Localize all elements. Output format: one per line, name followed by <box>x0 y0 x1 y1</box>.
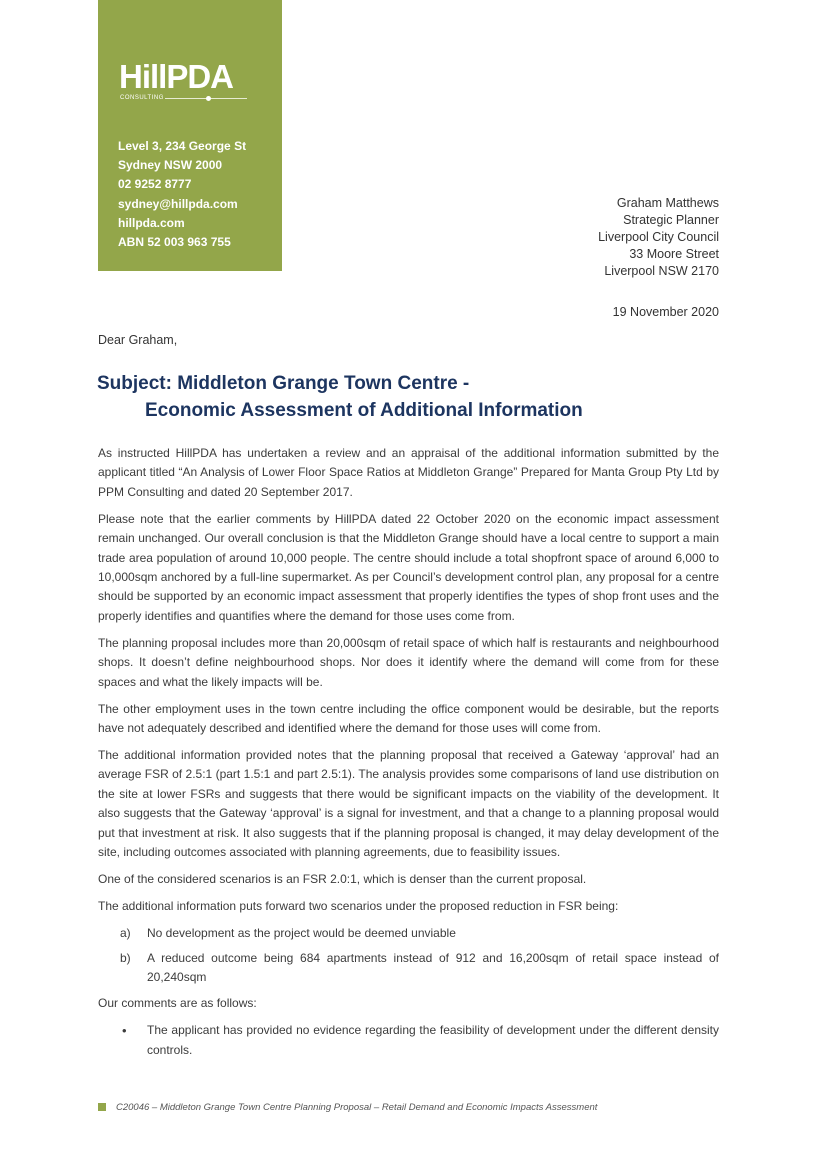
logo-text: HillPDA <box>119 58 234 95</box>
page-footer <box>98 1101 597 1114</box>
letter-date: 19 November 2020 <box>612 305 719 319</box>
recipient-address <box>598 195 719 280</box>
comments-intro: Our comments are as follows: <box>98 996 257 1011</box>
recipient-name: Graham Matthews <box>616 196 719 210</box>
scenario-list-item <box>98 949 719 988</box>
letter-body <box>98 444 719 1065</box>
list-marker: a) <box>120 926 131 941</box>
company-email[interactable]: sydney@hillpda.com <box>118 196 238 211</box>
comment-bullet-item <box>98 1021 719 1060</box>
company-contact-details <box>118 137 246 252</box>
company-phone[interactable]: 02 9252 8777 <box>118 177 192 192</box>
subject-line-2: Economic Assessment of Additional Information <box>145 400 583 421</box>
body-paragraph: One of the considered scenarios is an FSR 2.0:1, which is denser than the current proposal. <box>98 872 587 887</box>
company-city-line: Sydney NSW 2000 <box>118 158 223 173</box>
recipient-organisation: Liverpool City Council <box>598 230 719 244</box>
bullet-icon: • <box>122 1023 127 1039</box>
body-paragraph: The other employment uses in the town centre including the office component would be desirable, but the reports have not adequately described and identified where the demand for those uses will come from. <box>98 701 719 736</box>
subject-heading <box>97 370 583 424</box>
list-marker: b) <box>120 950 131 965</box>
brand-panel <box>98 0 282 271</box>
footer-text: C20046 – Middleton Grange Town Centre Planning Proposal – Retail Demand and Economic Impacts Assessment <box>116 1102 598 1113</box>
hillpda-logo <box>119 58 249 104</box>
bullet-text: The applicant has provided no evidence regarding the feasibility of development under the different density controls. <box>147 1023 719 1057</box>
list-item-text: A reduced outcome being 684 apartments instead of 912 and 16,200sqm of retail space instead of 20,240sqm <box>147 950 719 984</box>
body-paragraph: As instructed HillPDA has undertaken a review and an appraisal of the additional information submitted by the applicant titled “An Analysis of Lower Floor Space Ratios at Middleton Grange” Prepared for Manta Group Pty Ltd by PPM Consulting and dated 20 September 2017. <box>98 446 719 499</box>
recipient-street: 33 Moore Street <box>629 247 719 261</box>
company-address-line: Level 3, 234 George St <box>118 139 247 153</box>
scenario-list-item <box>98 924 719 943</box>
body-paragraph: The planning proposal includes more than 20,000sqm of retail space of which half is restaurants and neighbourhood shops. It doesn’t define neighbourhood shops. Nor does it identify where the demand will come from for these spaces and what the likely impacts will be. <box>98 635 719 689</box>
subject-line-1: Subject: Middleton Grange Town Centre - <box>97 373 470 394</box>
list-item-text: No development as the project would be deemed unviable <box>147 926 456 941</box>
body-paragraph: The additional information provided notes that the planning proposal that received a Gateway ‘approval’ had an average FSR of 2.5:1 (part 1.5:1 and part 2.5:1). The analysis provides some comparisons of land use distribution on the site at lower FSRs and suggests that there would be significant impacts on the viability of the development. It also suggests that the Gateway ‘approval’ is a signal for investment, and that a change to a planning proposal would put that investment at risk. It also suggests that if the planning proposal is changed, it may delay development of the site, including outcomes associated with planning agreements, due to feasibility issues. <box>98 748 719 860</box>
company-website[interactable]: hillpda.com <box>118 215 185 230</box>
body-paragraph: Please note that the earlier comments by HillPDA dated 22 October 2020 on the economic impact assessment remain unchanged. Our overall conclusion is that the Middleton Grange should have a local centre to support a main trade area population of around 10,000 people. The centre should include a total shopfront space of around 6,000 to 10,000sqm anchored by a full-line supermarket. As per Council’s development control plan, any proposal for a centre should be supported by an economic impact assessment that properly identifies the types of shop front uses and the properly identifies and quantifies where the demand for those uses come from. <box>98 511 719 623</box>
footer-square-icon <box>98 1103 106 1111</box>
logo-dot-icon <box>206 96 211 101</box>
company-abn: ABN 52 003 963 755 <box>118 235 231 250</box>
salutation: Dear Graham, <box>98 333 178 347</box>
body-paragraph: The additional information puts forward two scenarios under the proposed reduction in FSR being: <box>98 899 619 914</box>
recipient-suburb: Liverpool NSW 2170 <box>604 264 719 278</box>
logo-subtext: CONSULTING <box>120 95 164 101</box>
recipient-title: Strategic Planner <box>623 213 719 227</box>
